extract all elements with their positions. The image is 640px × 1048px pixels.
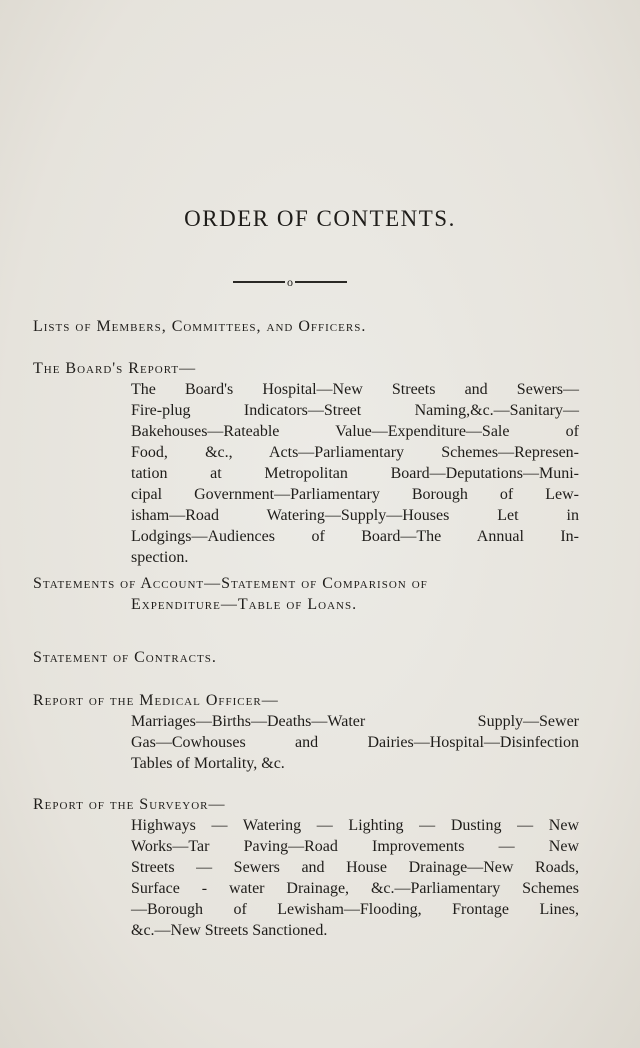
section-heading: Lists of Members, Committees, and Officers. [33,318,367,335]
body-line: Streets — Sewers and House Drainage—New Roads, [131,859,579,876]
section-heading: Statement of Contracts. [33,649,217,666]
body-line: Marriages—Births—Deaths—Water Supply—Sewer [131,713,579,730]
section-heading: Report of the Surveyor— [33,796,226,813]
section-body [131,379,579,568]
body-line: Lodgings—Audiences of Board—The Annual In- [131,528,579,545]
body-line: —Borough of Lewisham—Flooding, Frontage Lines, [131,901,579,918]
ornament-line-left [233,281,285,283]
ornament-glyph: o [287,275,293,289]
section-heading: The Board's Report— [33,360,197,377]
body-line: Works—Tar Paving—Road Improvements — New [131,838,579,855]
ornament-line-right [295,281,347,283]
contents-section-lists [33,316,593,337]
section-body [131,711,579,774]
body-line: Highways — Watering — Lighting — Dusting — New [131,817,579,834]
contents-section-contracts [33,647,593,668]
contents-section-board-report [33,358,593,568]
contents-section-medical-officer [33,690,593,774]
body-line: Surface - water Drainage, &c.—Parliamentary Schemes [131,880,579,897]
body-line: Fire-plug Indicators—Street Naming,&c.—Sanitary— [131,402,579,419]
body-line: The Board's Hospital—New Streets and Sewers— [131,381,579,398]
body-line: cipal Government—Parliamentary Borough of Lew- [131,486,579,503]
ornament-rule [230,274,350,290]
page-title: ORDER OF CONTENTS. [184,206,456,231]
body-line: Bakehouses—Rateable Value—Expenditure—Sale of [131,423,579,440]
body-line: tation at Metropolitan Board—Deputations—Muni- [131,465,579,482]
body-line: Food, &c., Acts—Parliamentary Schemes—Represen- [131,444,579,461]
contents-section-surveyor [33,794,593,941]
section-body [131,815,579,941]
section-heading-continued: Expenditure—Table of Loans. [131,596,358,613]
body-line: isham—Road Watering—Supply—Houses Let in [131,507,579,524]
section-heading: Statements of Account—Statement of Comparison of [33,575,428,592]
contents-section-statements-of-account [33,573,593,615]
section-heading: Report of the Medical Officer— [33,692,279,709]
body-line: Gas—Cowhouses and Dairies—Hospital—Disinfection [131,734,579,751]
body-line: Tables of Mortality, &c. [131,755,285,772]
body-line: &c.—New Streets Sanctioned. [131,922,328,939]
body-line: spection. [131,549,189,566]
